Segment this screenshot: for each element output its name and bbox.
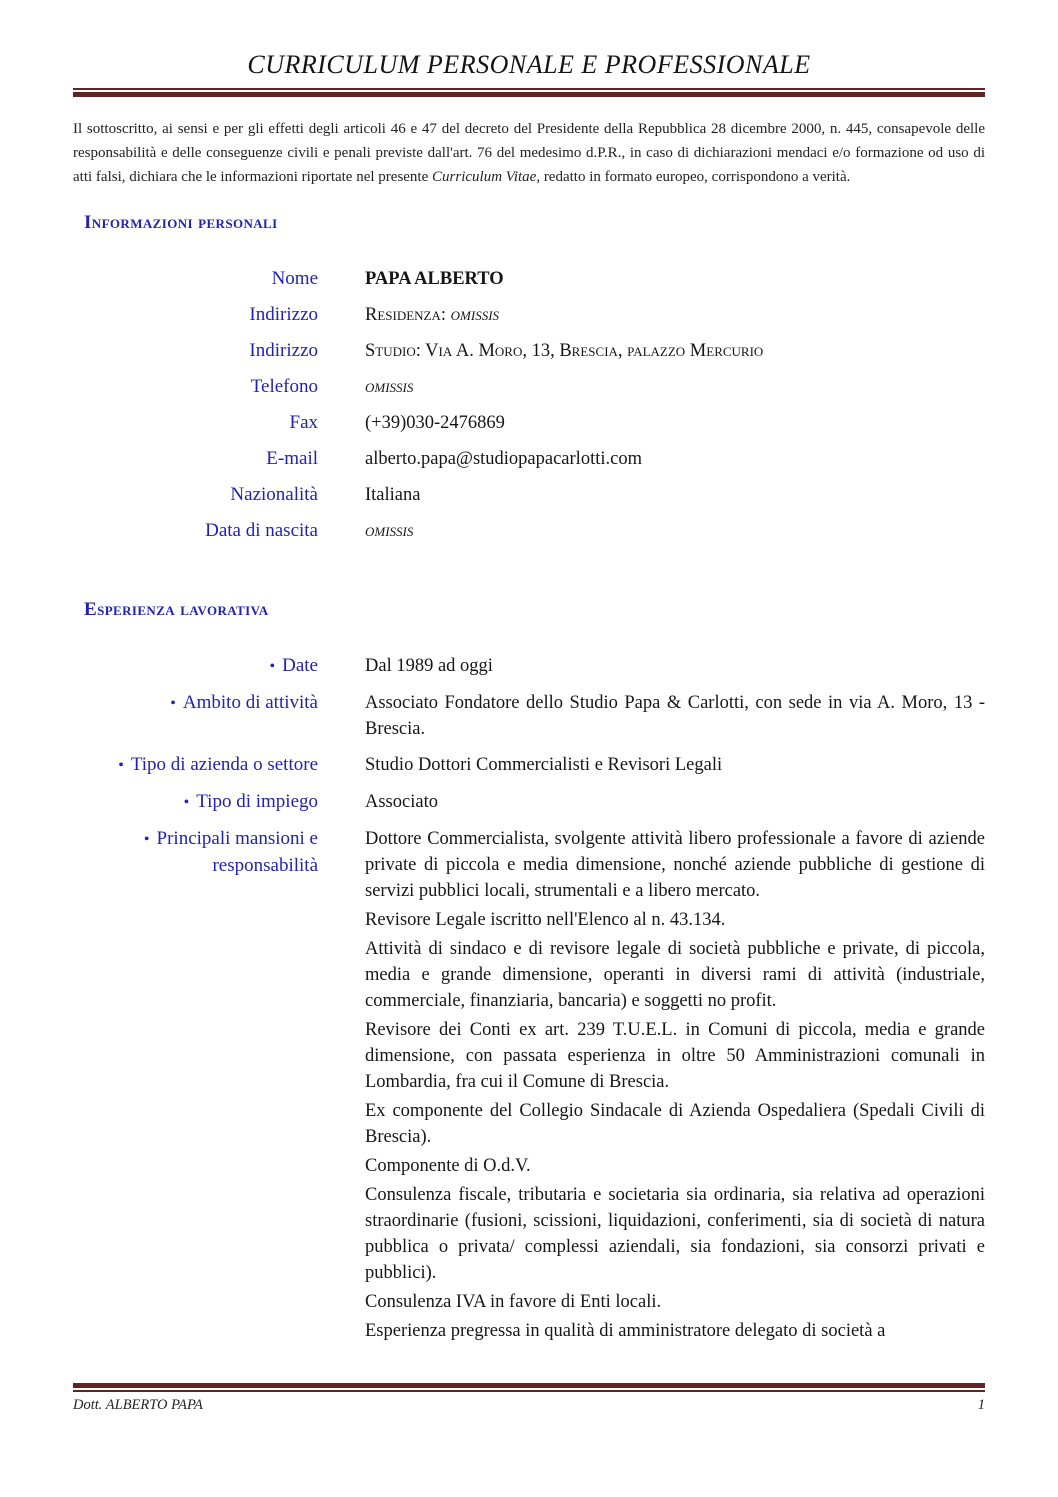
residence-prefix: Residenza: <box>365 305 451 325</box>
personal-row-birthdate <box>73 518 985 544</box>
field-label: Telefono <box>250 376 318 397</box>
paragraph: Attività di sindaco e di revisore legale di società pubbliche e private, di piccola, media e grande dimensione, operanti in diversi rami di attività (industriale, commerciale, finanziaria, bancaria) e soggetti no profit. <box>365 939 985 1011</box>
personal-row-name <box>73 266 985 292</box>
field-value-fax: (+39)030-2476869 <box>365 413 505 433</box>
personal-row-address-residence <box>73 302 985 328</box>
field-label: • Principali mansioni e responsabilità <box>143 828 318 876</box>
field-value-birthdate: omissis <box>365 521 414 541</box>
declaration-text-start: Il sottoscritto, ai sensi e per gli effetti degli articoli 46 e 47 del decreto del Presidente della Repubblica 28 dicembre 2000, n. 445, consapevole delle responsabilità e delle conseguenze civili e penali previste dall'art. 76 del medesimo d.P.R., in caso di dichiarazioni mendaci e/o formazione od uso di atti falsi, dichiara che le informazioni riportate nel presente <box>73 121 985 185</box>
experience-row-responsibilities <box>73 826 985 1344</box>
field-label: • Tipo di impiego <box>183 791 318 812</box>
paragraph: Esperienza pregressa in qualità di amministratore delegato di società a <box>365 1321 886 1341</box>
field-label: Fax <box>289 412 318 433</box>
field-value-dates: Dal 1989 ad oggi <box>365 656 493 676</box>
field-label: • Date <box>269 655 318 676</box>
bullet-icon: • <box>143 831 150 848</box>
personal-row-phone <box>73 374 985 400</box>
paragraph: Consulenza IVA in favore di Enti locali. <box>365 1292 662 1312</box>
field-label: Nazionalità <box>230 484 318 505</box>
paragraph: Ex componente del Collegio Sindacale di Azienda Ospedaliera (Spedali Civili di Brescia). <box>365 1101 985 1147</box>
section-heading-work-experience: Esperienza lavorativa <box>84 599 269 620</box>
title-divider <box>73 88 985 97</box>
paragraph: Consulenza fiscale, tributaria e societaria sia ordinaria, sia relativa ad operazioni straordinarie (fusioni, scissioni, liquidazioni, conferimenti, sia di società di natura pubblica o privata/ complessi aziendali, sia fondazioni, sia consorzi privati e pubblici). <box>365 1185 985 1283</box>
field-value-employment-type: Associato <box>365 792 438 812</box>
personal-row-email <box>73 446 985 472</box>
bullet-icon: • <box>118 757 124 774</box>
declaration-text-end: redatto in formato europeo, corrispondono a verità. <box>540 169 851 185</box>
field-value-phone: omissis <box>365 377 414 397</box>
page-footer <box>73 1383 985 1414</box>
bullet-icon: • <box>269 658 276 675</box>
personal-row-fax <box>73 410 985 436</box>
field-label: Indirizzo <box>249 340 318 361</box>
field-value-residence <box>365 302 985 328</box>
field-value-scope: Associato Fondatore dello Studio Papa & Carlotti, con sede in via A. Moro, 13 - Brescia. <box>365 693 985 739</box>
experience-row-dates <box>73 653 985 680</box>
responsibilities-paragraphs <box>365 826 985 1344</box>
page-title: CURRICULUM PERSONALE E PROFESSIONALE <box>247 50 811 79</box>
footer-page-number: 1 <box>977 1396 985 1413</box>
residence-omissis: omissis <box>450 305 500 325</box>
paragraph: Revisore Legale iscritto nell'Elenco al n. 43.134. <box>365 910 726 930</box>
declaration-paragraph <box>73 117 985 189</box>
personal-row-address-office <box>73 338 985 364</box>
footer-author: Dott. ALBERTO PAPA <box>73 1396 203 1413</box>
field-value-office-address: Studio: Via A. Moro, 13, Brescia, palazzo Mercurio <box>365 341 764 361</box>
personal-info-rows <box>73 266 985 544</box>
field-label: • Tipo di azienda o settore <box>118 754 318 775</box>
section-heading-personal-info: Informazioni personali <box>84 212 278 233</box>
paragraph: Dottore Commercialista, svolgente attività libero professionale a favore di aziende private di piccola e media dimensione, nonché aziende pubbliche di gestione di servizi pubblici locali, strumentali e a libero mercato. <box>365 829 985 901</box>
field-label: • Ambito di attività <box>170 692 318 713</box>
field-label: E-mail <box>266 448 318 469</box>
field-label: Data di nascita <box>205 520 318 541</box>
bullet-icon: • <box>183 794 190 811</box>
field-label: Indirizzo <box>249 304 318 325</box>
personal-row-nationality <box>73 482 985 508</box>
field-value-company-type: Studio Dottori Commercialisti e Revisori Legali <box>365 755 723 775</box>
field-value-name: PAPA ALBERTO <box>365 269 504 289</box>
paragraph: Revisore dei Conti ex art. 239 T.U.E.L. in Comuni di piccola, media e grande dimensione, con passata esperienza in oltre 50 Amministrazioni comunali in Lombardia, fra cui il Comune di Brescia. <box>365 1020 985 1092</box>
paragraph: Componente di O.d.V. <box>365 1156 531 1176</box>
bullet-icon: • <box>170 695 176 712</box>
field-value-nationality: Italiana <box>365 485 421 505</box>
experience-rows <box>73 653 985 1344</box>
experience-row-company-type <box>73 752 985 779</box>
experience-row-employment-type <box>73 789 985 816</box>
divider-thick-line <box>73 92 985 97</box>
field-value-email: alberto.papa@studiopapacarlotti.com <box>365 449 642 469</box>
experience-row-scope <box>73 690 985 742</box>
field-label: Nome <box>271 268 318 289</box>
declaration-italic-phrase: Curriculum Vitae, <box>432 169 541 185</box>
